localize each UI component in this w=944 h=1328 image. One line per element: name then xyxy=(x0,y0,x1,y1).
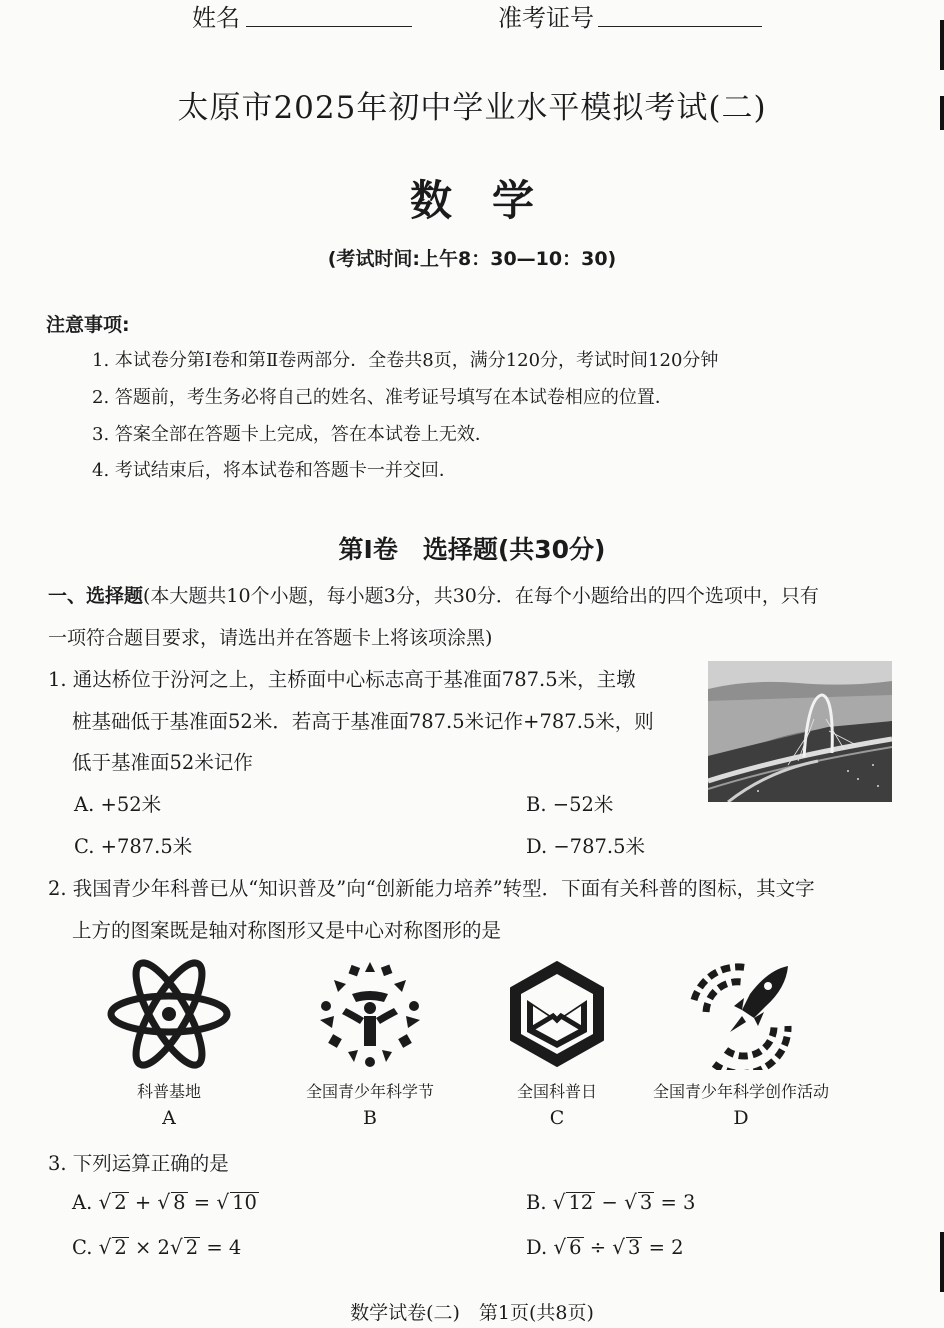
radical-sign: √ xyxy=(552,1190,566,1214)
q3-stem: 3. 下列运算正确的是 xyxy=(48,1152,229,1175)
icon-a-letter: A xyxy=(162,1107,176,1129)
note-item: 4. 考试结束后，将本试卷和答题卡一并交回． xyxy=(92,460,457,481)
icon-b-letter: B xyxy=(363,1107,377,1129)
section-intro-text: (本大题共10个小题，每小题3分，共30分．在每个小题给出的四个选项中，只有 xyxy=(143,585,819,607)
q3-option-b-prefix: B. xyxy=(526,1191,547,1214)
radicand: 2 xyxy=(114,1236,127,1259)
id-label: 准考证号 xyxy=(498,4,594,32)
radicand: 10 xyxy=(232,1191,257,1214)
radical-sign: √ xyxy=(98,1235,112,1259)
radical-sign: √ xyxy=(169,1235,183,1259)
icon-b-caption: 全国青少年科学节 xyxy=(305,1082,434,1101)
q3-option-c xyxy=(72,1235,241,1259)
q3-option-d-prefix: D. xyxy=(526,1236,548,1259)
page-footer: 数学试卷(二) 第1页(共8页) xyxy=(350,1302,594,1324)
note-item: 1. 本试卷分第Ⅰ卷和第Ⅱ卷两部分．全卷共8页，满分120分，考试时间120分钟 xyxy=(92,350,719,371)
equals: = xyxy=(193,1191,211,1214)
radical-sign: √ xyxy=(612,1235,626,1259)
radicand: 6 xyxy=(569,1236,582,1259)
equals: = 4 xyxy=(206,1236,242,1259)
radical-sign: √ xyxy=(157,1190,171,1214)
radicand: 8 xyxy=(173,1191,186,1214)
section-title: 第Ⅰ卷 选择题(共30分) xyxy=(338,535,606,564)
q1-option-a: A. +52米 xyxy=(74,793,162,816)
radical-sign: √ xyxy=(553,1235,567,1259)
q3-option-b xyxy=(526,1190,695,1214)
radicand: 12 xyxy=(568,1191,594,1214)
icon-c-caption: 全国科普日 xyxy=(516,1082,597,1101)
icon-d-caption: 全国青少年科学创作活动 xyxy=(652,1082,829,1101)
radial-burst-logo-icon xyxy=(314,958,426,1070)
section-intro-line-2: 一项符合题目要求，请选出并在答题卡上将该项涂黑) xyxy=(48,627,493,649)
section-intro-line-1 xyxy=(48,581,819,608)
name-blank xyxy=(246,26,412,27)
q3-option-a-prefix: A. xyxy=(72,1191,93,1214)
scan-edge-mark xyxy=(940,96,944,130)
q1-option-c: C. +787.5米 xyxy=(74,835,193,858)
radical-sign: √ xyxy=(624,1190,637,1214)
icon-c-letter: C xyxy=(549,1107,565,1129)
subject-title: 数学 xyxy=(409,176,574,225)
id-blank xyxy=(598,26,762,27)
q1-line-1: 1. 通达桥位于汾河之上，主桥面中心标志高于基准面787.5米，主墩 xyxy=(48,668,636,691)
q1-option-b: B. −52米 xyxy=(526,793,614,816)
q2-line-1: 2. 我国青少年科普已从“知识普及”向“创新能力培养”转型．下面有关科普的图标，其文字 xyxy=(48,877,815,900)
radicand: 3 xyxy=(628,1236,641,1259)
operator: ÷ xyxy=(589,1236,607,1259)
notes-heading: 注意事项: xyxy=(46,314,130,336)
scan-edge-mark xyxy=(940,1232,944,1292)
q1-line-3: 低于基准面52米记作 xyxy=(72,751,253,774)
section-intro-bold: 一、选择题 xyxy=(48,585,144,607)
scan-edge-mark xyxy=(940,20,944,70)
q3-option-c-prefix: C. xyxy=(72,1236,93,1259)
equals: = 2 xyxy=(648,1236,684,1259)
q3-option-d xyxy=(526,1235,684,1259)
radicand: 3 xyxy=(639,1191,653,1214)
icon-a-caption: 科普基地 xyxy=(136,1082,201,1101)
bridge-photo-illustration xyxy=(708,661,892,802)
q1-line-2: 桩基础低于基准面52米．若高于基准面787.5米记作+787.5米，则 xyxy=(72,710,654,733)
q3-option-a xyxy=(72,1190,259,1214)
candidate-header xyxy=(0,0,944,30)
note-item: 3. 答案全部在答题卡上完成，答在本试卷上无效． xyxy=(92,424,493,445)
operator: × 2 xyxy=(135,1236,170,1259)
note-item: 2. 答题前，考生务必将自己的姓名、准考证号填写在本试卷相应的位置． xyxy=(92,387,673,408)
equals: = 3 xyxy=(660,1191,696,1214)
hexagon-envelope-logo-icon xyxy=(505,960,609,1068)
q1-option-d: D. −787.5米 xyxy=(526,835,645,858)
operator: + xyxy=(134,1191,152,1214)
radical-sign: √ xyxy=(216,1190,230,1214)
atom-logo-icon xyxy=(104,958,234,1070)
exam-title: 太原市2025年初中学业水平模拟考试(二) xyxy=(177,90,767,126)
icon-d-letter: D xyxy=(733,1107,749,1129)
exam-time: (考试时间:上午8：30—10：30) xyxy=(327,248,617,270)
rocket-logo-icon xyxy=(684,960,798,1070)
q2-line-2: 上方的图案既是轴对称图形又是中心对称图形的是 xyxy=(72,919,502,942)
operator: − xyxy=(601,1191,618,1214)
radical-sign: √ xyxy=(98,1190,112,1214)
name-label: 姓名 xyxy=(192,4,240,32)
radicand: 2 xyxy=(114,1191,127,1214)
radicand: 2 xyxy=(185,1236,199,1259)
bridge-photo xyxy=(708,661,892,802)
